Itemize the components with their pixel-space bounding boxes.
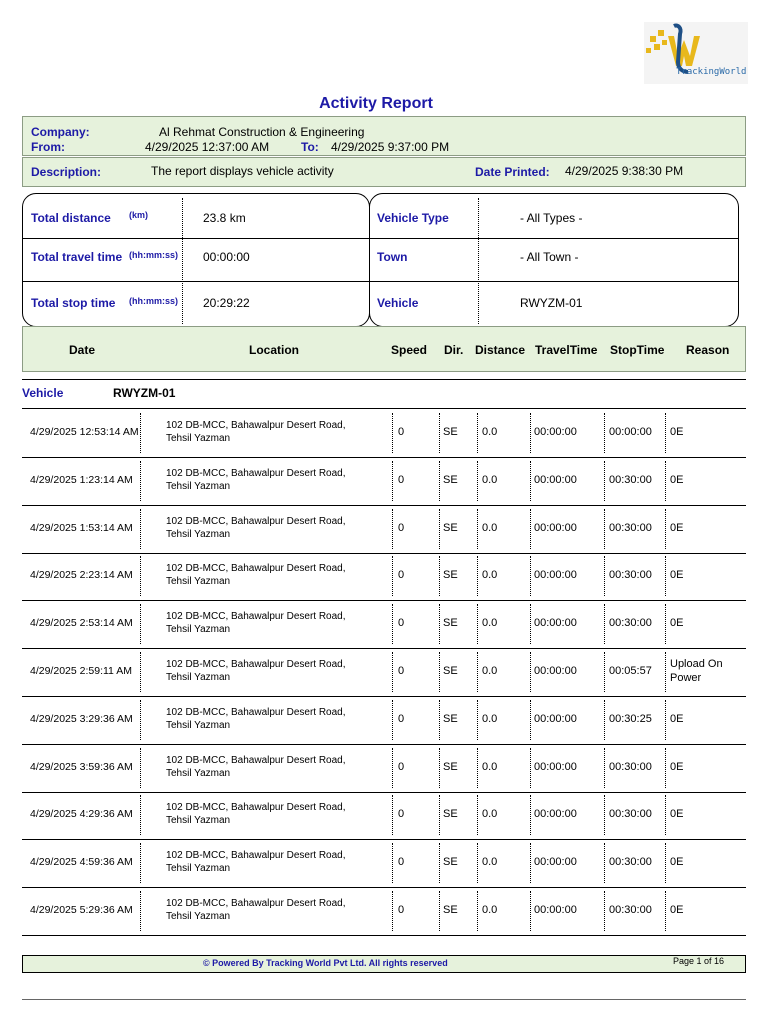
location-line-1: 102 DB-MCC, Bahawalpur Desert Road, <box>166 515 346 527</box>
total-travel-label: Total travel time <box>31 250 123 264</box>
cell-dir: SE <box>443 473 458 486</box>
group-vehicle-label: Vehicle <box>22 386 64 400</box>
cell-distance: 0.0 <box>482 856 498 869</box>
cell-distance: 0.0 <box>482 665 498 677</box>
location-line-2: Tehsil Yazman <box>166 815 231 827</box>
cell-location <box>166 791 386 837</box>
total-stop-value: 20:29:22 <box>203 296 250 310</box>
location-line-2: Tehsil Yazman <box>166 480 231 492</box>
cell-distance: 0.0 <box>482 760 498 773</box>
cell-dir: SE <box>443 426 458 438</box>
location-line-2: Tehsil Yazman <box>166 719 231 731</box>
cell-travel: 00:00:00 <box>534 665 577 677</box>
total-distance-unit: (km) <box>129 210 149 220</box>
column-header-speed: Speed <box>391 343 428 357</box>
cell-reason: Upload On Power <box>670 658 723 684</box>
cell-speed: 0 <box>398 665 405 677</box>
column-header-traveltime: TravelTime <box>535 343 598 357</box>
location-line-1: 102 DB-MCC, Bahawalpur Desert Road, <box>166 420 346 431</box>
cell-distance: 0.0 <box>482 426 498 438</box>
cell-travel: 00:00:00 <box>534 904 577 916</box>
total-stop-label: Total stop time <box>31 296 116 310</box>
cell-dir: SE <box>443 808 458 821</box>
cell-reason: 0E <box>670 904 684 916</box>
cell-dir: SE <box>443 760 458 773</box>
location-line-2: Tehsil Yazman <box>166 767 231 779</box>
company-value: Al Rehmat Construction & Engineering <box>159 125 365 139</box>
summary-filters-box <box>369 193 739 327</box>
powered-by-text: © Powered By Tracking World Pvt Ltd. All rights reserved <box>203 958 448 968</box>
cell-distance: 0.0 <box>482 712 498 725</box>
cell-dir: SE <box>443 665 458 677</box>
cell-location <box>166 648 386 694</box>
cell-travel: 00:00:00 <box>534 760 577 773</box>
cell-reason: 0E <box>670 569 684 582</box>
table-row <box>22 648 746 697</box>
table-row <box>22 744 746 793</box>
location-line-1: 102 DB-MCC, Bahawalpur Desert Road, <box>166 659 346 670</box>
cell-reason: 0E <box>670 617 684 630</box>
cell-stop: 00:30:00 <box>609 569 652 582</box>
location-line-2: Tehsil Yazman <box>166 576 231 588</box>
cell-reason: 0E <box>670 473 684 486</box>
cell-date: 4/29/2025 4:29:36 AM <box>30 808 133 821</box>
total-travel-unit: (hh:mm:ss) <box>129 250 178 260</box>
location-line-1: 102 DB-MCC, Bahawalpur Desert Road, <box>166 563 346 575</box>
cell-location <box>166 887 386 933</box>
total-distance-label: Total distance <box>31 211 111 225</box>
cell-location <box>166 600 386 646</box>
cell-distance: 0.0 <box>482 473 498 486</box>
location-line-1: 102 DB-MCC, Bahawalpur Desert Road, <box>166 467 346 479</box>
cell-travel: 00:00:00 <box>534 426 577 438</box>
column-header-dir: Dir. <box>444 343 464 357</box>
cell-stop: 00:30:00 <box>609 904 652 916</box>
cell-reason: 0E <box>670 521 684 534</box>
cell-date: 4/29/2025 12:53:14 AM <box>30 426 139 438</box>
table-row <box>22 505 746 554</box>
cell-reason: 0E <box>670 426 684 438</box>
cell-date: 4/29/2025 2:23:14 AM <box>30 569 133 582</box>
table-row <box>22 791 746 840</box>
cell-speed: 0 <box>398 617 405 630</box>
cell-travel: 00:00:00 <box>534 473 577 486</box>
location-line-1: 102 DB-MCC, Bahawalpur Desert Road, <box>166 754 346 766</box>
table-row <box>22 457 746 506</box>
cell-dir: SE <box>443 712 458 725</box>
cell-location <box>166 457 386 503</box>
vehicle-value: RWYZM-01 <box>520 296 583 310</box>
cell-date: 4/29/2025 3:59:36 AM <box>30 760 133 773</box>
location-line-2: Tehsil Yazman <box>166 624 231 636</box>
cell-dir: SE <box>443 569 458 582</box>
column-header-stoptime: StopTime <box>610 343 665 357</box>
cell-stop: 00:30:00 <box>609 760 652 773</box>
cell-speed: 0 <box>398 712 405 725</box>
column-header-reason: Reason <box>686 343 730 357</box>
cell-date: 4/29/2025 2:53:14 AM <box>30 617 133 630</box>
location-line-2: Tehsil Yazman <box>166 528 231 540</box>
description-block <box>22 157 746 187</box>
summary-totals-box <box>22 193 370 327</box>
cell-dir: SE <box>443 617 458 630</box>
table-row <box>22 600 746 649</box>
page-number: Page 1 of 16 <box>673 956 725 966</box>
cell-reason: 0E <box>670 808 684 821</box>
cell-location <box>166 839 386 885</box>
total-distance-value: 23.8 km <box>203 211 246 225</box>
location-line-1: 102 DB-MCC, Bahawalpur Desert Road, <box>166 850 346 862</box>
total-stop-unit: (hh:mm:ss) <box>129 296 178 306</box>
cell-speed: 0 <box>398 569 405 582</box>
date-printed-value: 4/29/2025 9:38:30 PM <box>565 164 684 178</box>
cell-dir: SE <box>443 521 458 534</box>
cell-distance: 0.0 <box>482 569 498 582</box>
cell-stop: 00:30:00 <box>609 521 652 534</box>
cell-reason: 0E <box>670 760 684 773</box>
vehicle-type-label: Vehicle Type <box>377 211 449 225</box>
table-row <box>22 552 746 601</box>
column-header-distance: Distance <box>475 343 526 357</box>
company-label: Company: <box>31 125 90 139</box>
location-line-2: Tehsil Yazman <box>166 672 231 683</box>
cell-reason: 0E <box>670 856 684 869</box>
cell-date: 4/29/2025 2:59:11 AM <box>30 665 132 677</box>
cell-dir: SE <box>443 856 458 869</box>
vehicle-label: Vehicle <box>377 296 419 310</box>
tracking-world-logo <box>644 22 748 84</box>
cell-stop: 00:00:00 <box>609 426 652 438</box>
cell-speed: 0 <box>398 760 405 773</box>
cell-distance: 0.0 <box>482 808 498 821</box>
description-value: The report displays vehicle activity <box>151 164 334 178</box>
table-row <box>22 696 746 745</box>
footer-bar <box>22 955 746 973</box>
cell-stop: 00:30:25 <box>609 712 652 725</box>
to-label: To: <box>301 140 319 154</box>
cell-date: 4/29/2025 4:59:36 AM <box>30 856 133 869</box>
town-label: Town <box>377 250 408 264</box>
cell-stop: 00:30:00 <box>609 473 652 486</box>
cell-travel: 00:00:00 <box>534 617 577 630</box>
cell-date: 4/29/2025 3:29:36 AM <box>30 712 133 725</box>
cell-location <box>166 552 386 598</box>
table-row <box>22 839 746 888</box>
cell-location <box>166 409 386 455</box>
report-title: Activity Report <box>319 95 433 112</box>
location-line-2: Tehsil Yazman <box>166 433 231 444</box>
location-line-1: 102 DB-MCC, Bahawalpur Desert Road, <box>166 611 346 623</box>
location-line-1: 102 DB-MCC, Bahawalpur Desert Road, <box>166 706 346 718</box>
location-line-1: 102 DB-MCC, Bahawalpur Desert Road, <box>166 802 346 814</box>
cell-speed: 0 <box>398 521 405 534</box>
cell-speed: 0 <box>398 856 405 869</box>
cell-travel: 00:00:00 <box>534 569 577 582</box>
date-printed-label: Date Printed: <box>475 165 550 179</box>
column-header-location: Location <box>249 343 299 357</box>
cell-travel: 00:00:00 <box>534 808 577 821</box>
cell-travel: 00:00:00 <box>534 856 577 869</box>
total-travel-value: 00:00:00 <box>203 250 250 264</box>
table-row <box>22 887 746 936</box>
cell-location <box>166 505 386 551</box>
cell-travel: 00:00:00 <box>534 712 577 725</box>
cell-date: 4/29/2025 5:29:36 AM <box>30 904 133 916</box>
cell-reason: 0E <box>670 712 684 725</box>
company-info-block <box>22 116 746 156</box>
cell-speed: 0 <box>398 426 405 438</box>
cell-distance: 0.0 <box>482 904 498 916</box>
cell-speed: 0 <box>398 473 405 486</box>
group-vehicle-value: RWYZM-01 <box>113 386 176 400</box>
cell-distance: 0.0 <box>482 521 498 534</box>
location-line-2: Tehsil Yazman <box>166 863 231 875</box>
location-line-2: Tehsil Yazman <box>166 911 231 922</box>
table-header <box>22 326 746 372</box>
cell-date: 4/29/2025 1:53:14 AM <box>30 521 133 534</box>
from-value: 4/29/2025 12:37:00 AM <box>145 140 270 154</box>
column-header-date: Date <box>69 343 96 357</box>
cell-stop: 00:30:00 <box>609 856 652 869</box>
town-value: - All Town - <box>520 250 579 264</box>
cell-stop: 00:30:00 <box>609 808 652 821</box>
cell-location <box>166 744 386 790</box>
logo-text: TrackingWorld <box>676 67 747 77</box>
table-row <box>22 409 746 458</box>
location-line-1: 102 DB-MCC, Bahawalpur Desert Road, <box>166 898 346 909</box>
from-label: From: <box>31 140 65 154</box>
cell-distance: 0.0 <box>482 617 498 630</box>
to-value: 4/29/2025 9:37:00 PM <box>331 140 450 154</box>
vehicle-type-value: - All Types - <box>520 211 583 225</box>
cell-dir: SE <box>443 904 458 916</box>
cell-location <box>166 696 386 742</box>
cell-stop: 00:05:57 <box>609 665 652 677</box>
description-label: Description: <box>31 165 102 179</box>
cell-speed: 0 <box>398 808 405 821</box>
cell-date: 4/29/2025 1:23:14 AM <box>30 473 133 486</box>
cell-travel: 00:00:00 <box>534 521 577 534</box>
cell-stop: 00:30:00 <box>609 617 652 630</box>
cell-speed: 0 <box>398 904 405 916</box>
